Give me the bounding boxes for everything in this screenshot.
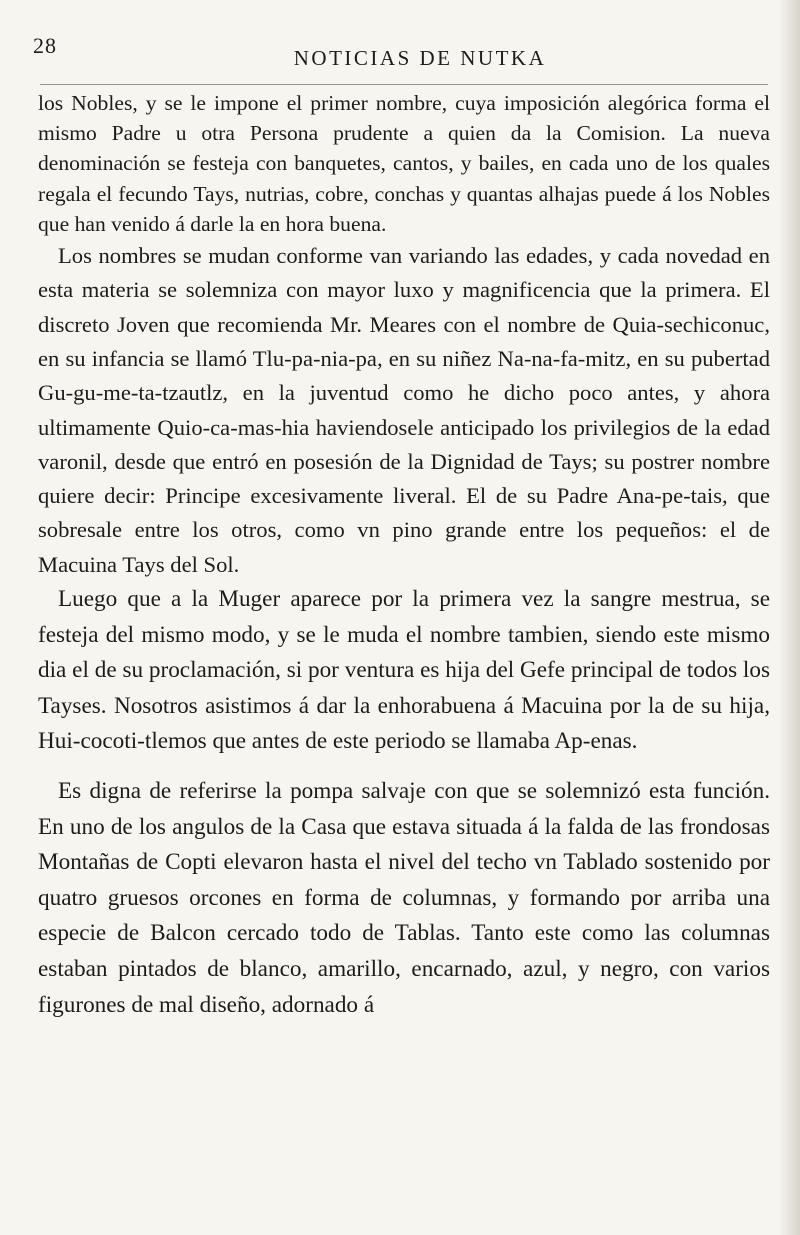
header-rule: [40, 84, 768, 85]
running-title: NOTICIAS DE NUTKA: [293, 46, 547, 70]
page-edge-shadow: [778, 0, 800, 1235]
paragraph-1: los Nobles, y se le impone el primer nombre, cuya imposición alegórica forma el mismo Padre u otra Persona prudente a quien da la Comision. La nueva denominación se festeja con banquetes, cantos, y bailes, en cada uno de los quales regala el fecundo Tays, nutrias, cobre, conchas y quantas alhajas puede á los Nobles que han venido á darle la en hora buena.: [38, 91, 770, 236]
paragraph-3: Luego que a la Muger aparece por la primera vez la sangre mestrua, se festeja del mismo modo, y se le muda el nombre tambien, siendo este mismo dia el de su proclamación, si por ventura es hija del Gefe principal de todos los Tayses. Nosotros asistimos á dar la enhorabuena á Macuina por la de su hija, Hui-cocoti-tlemos que antes de este periodo se llamaba Ap-enas.: [38, 585, 770, 755]
paragraph-2: Los nombres se mudan conforme van variando las edades, y cada novedad en esta materia se solemniza con mayor luxo y magnificencia que la primera. El discreto Joven que recomienda Mr. Meares con el nombre de Quia-sechiconuc, en su infancia se llamó Tlu-pa-nia-pa, en su niñez Na-na-fa-mitz, en su pubertad Gu-gu-me-ta-tzautlz, en la juventud como he dicho poco antes, y ahora ultimamente Quio-ca-mas-hia haviendosele anticipado los privilegios de la edad varonil, desde que entró en posesión de la Dignidad de Tays; su postrer nombre quiere decir: Principe excesivamente liveral. El de su Padre Ana-pe-tais, que sobresale entre los otros, como vn pino grande entre los pequeños: el de Macuina Tays del Sol.: [38, 243, 770, 577]
paragraph-4: Es digna de referirse la pompa salvaje con que se solemnizó esta función. En uno de los angulos de la Casa que estava situada á la falda de las frondosas Montañas de Copti elevaron hasta el nivel del techo vn Tablado sostenido por quatro gruesos orcones en forma de columnas, y formando por arriba una especie de Balcon cercado todo de Tablas. Tanto este como las columnas estaban pintados de blanco, amarillo, encarnado, azul, y negro, con varios figurones de mal diseño, adornado á: [38, 777, 770, 1018]
body-text: [38, 88, 770, 1023]
page-number: 28: [33, 33, 57, 58]
